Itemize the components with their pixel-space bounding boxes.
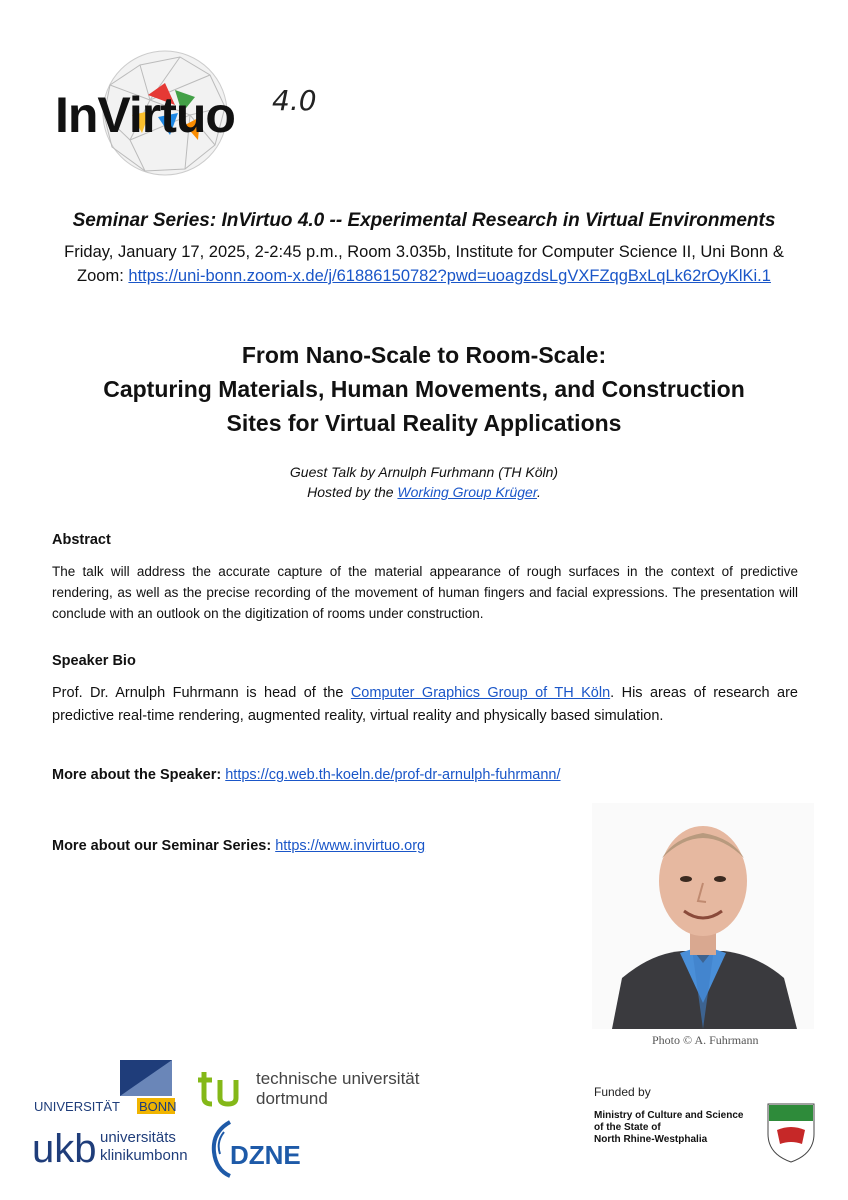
ukb-line-1: universitäts [100, 1129, 176, 1146]
bio-heading: Speaker Bio [52, 653, 136, 669]
guest-speaker-line: Guest Talk by Arnulph Furhmann (TH Köln) [289, 464, 559, 480]
funded-label: Funded by [594, 1085, 651, 1099]
tu-dortmund-logo [198, 1066, 438, 1108]
ukb-mark: ukb [32, 1127, 97, 1171]
uni-bonn-logo [32, 1058, 177, 1116]
speaker-more-line [52, 767, 561, 783]
abstract-text: The talk will address the accurate capture of the material appearance of rough surfaces in the context of predictive rendering, as well as the precise recording of the movement of human fingers and facial expressions. The presentation will conclude with an outlook on the digitization of rooms under construction. [52, 564, 798, 621]
bio-suffix: . His areas of research are predictive real-time rendering, augmented reality, virtual reality and physically based simulation. [52, 685, 798, 724]
zoom-line [0, 264, 848, 288]
series-more-label: More about our Seminar Series: [52, 838, 272, 854]
ukb-line-2: klinikumbonn [100, 1147, 188, 1164]
talk-title-line-3: Sites for Virtual Reality Applications [226, 410, 622, 436]
hosted-suffix: . [536, 484, 541, 500]
ubonn-left-text: UNIVERSITÄT [34, 1099, 120, 1114]
nrw-coat-of-arms-icon [768, 1104, 814, 1162]
cg-group-link[interactable]: Computer Graphics Group of TH Köln [350, 685, 611, 701]
bio-prefix: Prof. Dr. Arnulph Fuhrmann is head of the [52, 685, 351, 701]
logo-version: 4.0 [272, 84, 317, 117]
funded-line-2: of the State of [594, 1122, 661, 1133]
funded-line-1: Ministry of Culture and Science [594, 1110, 744, 1121]
abstract-heading: Abstract [52, 532, 111, 548]
tu-line-2: dortmund [256, 1089, 328, 1108]
logo-wordmark: InVirtuo [55, 87, 235, 143]
event-details [0, 240, 848, 288]
hosted-prefix: Hosted by the [307, 484, 398, 500]
speaker-photo [592, 803, 814, 1029]
series-more-line [52, 838, 425, 854]
photo-caption: Photo © A. Fuhrmann [652, 1033, 759, 1047]
speaker-url-link[interactable]: https://cg.web.th-koeln.de/prof-dr-arnulph-fuhrmann/ [225, 767, 561, 783]
funding-block [592, 1084, 832, 1164]
ukb-logo [32, 1120, 197, 1172]
series-title: Seminar Series: InVirtuo 4.0 -- Experimental Research in Virtual Environments [72, 210, 776, 231]
zoom-link[interactable]: https://uni-bonn.zoom-x.de/j/61886150782?pwd=uoagzdsLgVXFZqgBxLqLk62rOyKlKi.1 [128, 267, 771, 285]
hosted-line [0, 482, 848, 502]
tu-line-1: technische universität [256, 1069, 420, 1088]
bio-text [52, 682, 798, 728]
guest-info [0, 462, 848, 502]
zoom-label: Zoom: [77, 267, 129, 285]
talk-title-line-2: Capturing Materials, Human Movements, and Construction [103, 376, 745, 402]
dzne-logo [208, 1118, 318, 1180]
speaker-more-label: More about the Speaker: [52, 767, 222, 783]
series-url-link[interactable]: https://www.invirtuo.org [275, 838, 426, 854]
ubonn-right-text: BONN [139, 1099, 177, 1114]
dzne-text: DZNE [230, 1140, 301, 1170]
talk-title [0, 338, 848, 440]
funded-line-3: North Rhine-Westphalia [594, 1134, 708, 1145]
talk-title-line-1: From Nano-Scale to Room-Scale: [241, 342, 607, 368]
event-datetime-location: Friday, January 17, 2025, 2-2:45 p.m., Room 3.035b, Institute for Computer Science II, Uni Bonn & [64, 243, 784, 261]
working-group-link[interactable]: Working Group Krüger [397, 484, 537, 500]
